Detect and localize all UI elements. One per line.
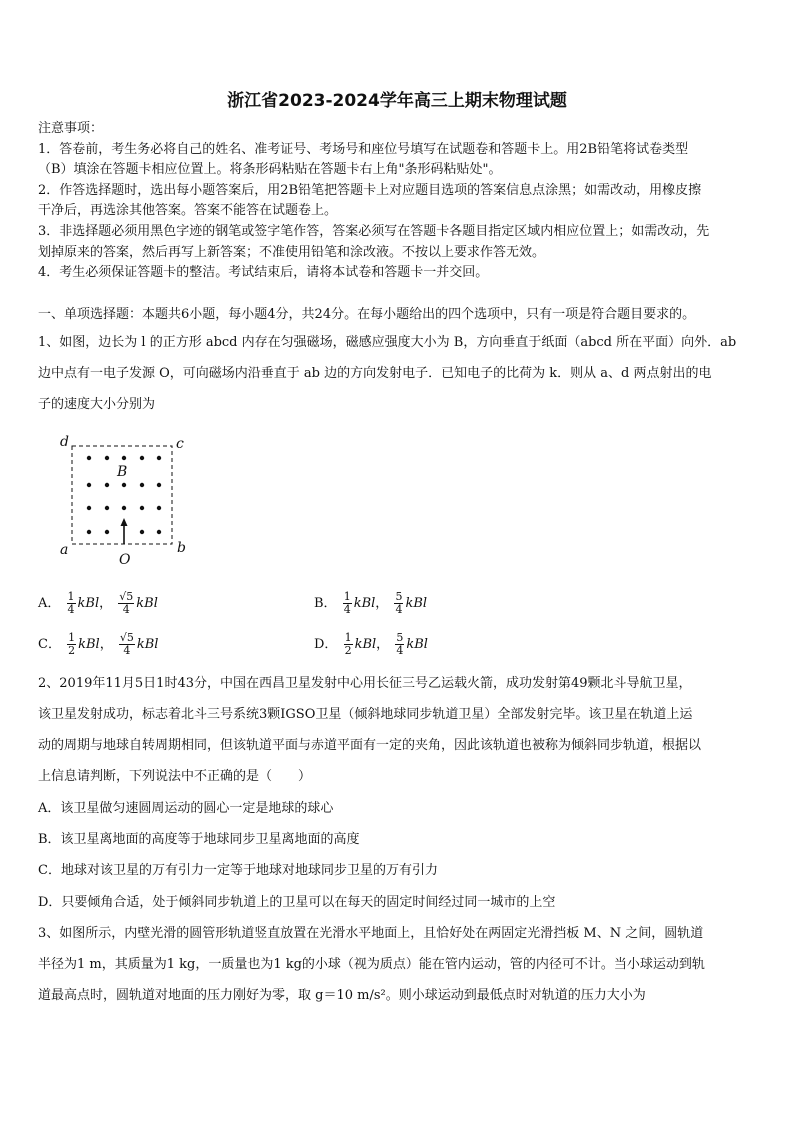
notice-line: 2．作答选择题时，选出每小题答案后，用2B铅笔把答题卡上对应题目选项的答案信息点涂黑；如需改动，用橡皮擦 [38, 183, 702, 198]
fraction: $\frac{√5}{4}$ [119, 590, 134, 616]
fraction: $\frac{1}{4}$ [67, 590, 75, 616]
notice-line: 3．非选择题必须用黑色字迹的钢笔或签字笔作答，答案必须写在答题卡各题目指定区域内相应位置上；如需改动，先 [38, 224, 710, 239]
page-title: 浙江省2023-2024学年高三上期末物理试题 [227, 91, 567, 111]
fraction: $\frac{5}{4}$ [396, 631, 404, 657]
q1-text: 边中点有一电子发源 O，可向磁场内沿垂直于 ab 边的方向发射电子．已知电子的比荷为 k．则从 a、d 两点射出的电 [38, 366, 712, 381]
q2-text: 动的周期与地球自转周期相同，但该轨道平面与赤道平面有一定的夹角，因此该轨道也被称为倾斜同步轨道，根据以 [38, 738, 702, 753]
q1-option-b[interactable]: B． $\frac{1}{4}$ kBl， $\frac{5}{4}$ kBl [314, 590, 428, 616]
label-B: B [117, 464, 128, 480]
q1-text: 1、如图，边长为 l 的正方形 abcd 内存在匀强磁场，磁感应强度大小为 B，方向垂直于纸面（abcd 所在平面）向外．ab [38, 335, 737, 350]
q2-option-b[interactable]: B．该卫星离地面的高度等于地球同步卫星离地面的高度 [38, 832, 360, 847]
fraction: $\frac{√5}{4}$ [119, 631, 134, 657]
notice-heading: 注意事项： [38, 121, 104, 136]
fraction: $\frac{1}{4}$ [343, 590, 351, 616]
notice-line: 干净后，再选涂其他答案。答案不能答在试题卷上。 [38, 203, 338, 218]
label-b: b [177, 540, 186, 556]
magnetic-field-figure [56, 432, 196, 572]
q2-text: 该卫星发射成功，标志着北斗三号系统3颗IGSO卫星（倾斜地球同步轨道卫星）全部发射完毕。该卫星在轨道上运 [38, 707, 693, 722]
label-c: c [176, 436, 184, 452]
square-region [72, 446, 172, 544]
q3-text: 3、如图所示，内壁光滑的圆管形轨道竖直放置在光滑水平地面上，且恰好处在两固定光滑挡板 M、N 之间，圆轨道 [38, 926, 704, 941]
notice-line: 划掉原来的答案，然后再写上新答案；不准使用铅笔和涂改液。不按以上要求作答无效。 [38, 245, 546, 260]
q2-text: 上信息请判断，下列说法中不正确的是（ ） [38, 769, 312, 784]
q1-option-a[interactable]: A． $\frac{1}{4}$ kBl， $\frac{√5}{4}$ kBl [38, 590, 158, 616]
q2-option-d[interactable]: D．只要倾角合适，处于倾斜同步轨道上的卫星可以在每天的固定时间经过同一城市的上空 [38, 895, 556, 910]
label-d: d [60, 434, 69, 450]
q1-option-d[interactable]: D． $\frac{1}{2}$ kBl， $\frac{5}{4}$ kBl [314, 631, 428, 657]
section-heading: 一、单项选择题：本题共6小题，每小题4分，共24分。在每小题给出的四个选项中，只有一项是符合题目要求的。 [38, 307, 696, 322]
fraction: $\frac{1}{2}$ [68, 631, 76, 657]
label-a: a [60, 542, 69, 558]
q1-option-c[interactable]: C． $\frac{1}{2}$ kBl， $\frac{√5}{4}$ kBl [38, 631, 159, 657]
arrow-head [121, 518, 128, 526]
q3-text: 半径为1 m，其质量为1 kg，一质量也为1 kg的小球（视为质点）能在管内运动，管的内径可不计。当小球运动到轨 [38, 957, 705, 972]
q2-text: 2、2019年11月5日1时43分，中国在西昌卫星发射中心用长征三号乙运载火箭，成功发射第49颗北斗导航卫星， [38, 676, 692, 691]
notice-line: 4．考生必须保证答题卡的整洁。考试结束后，请将本试卷和答题卡一并交回。 [38, 265, 489, 280]
fraction: $\frac{1}{2}$ [344, 631, 352, 657]
fraction: $\frac{5}{4}$ [395, 590, 403, 616]
notice-line: （B）填涂在答题卡相应位置上。将条形码粘贴在答题卡右上角"条形码粘贴处"。 [38, 162, 502, 177]
q3-text: 道最高点时，圆轨道对地面的压力刚好为零，取 g＝10 m/s²。则小球运动到最低点时对轨道的压力大小为 [38, 988, 646, 1003]
q2-option-c[interactable]: C．地球对该卫星的万有引力一定等于地球对地球同步卫星的万有引力 [38, 863, 438, 878]
notice-line: 1．答卷前，考生务必将自己的姓名、准考证号、考场号和座位号填写在试题卷和答题卡上。用2B铅笔将试卷类型 [38, 142, 689, 157]
label-O: O [119, 552, 131, 568]
q1-text: 子的速度大小分别为 [38, 397, 156, 412]
q2-option-a[interactable]: A．该卫星做匀速圆周运动的圆心一定是地球的球心 [38, 801, 334, 816]
